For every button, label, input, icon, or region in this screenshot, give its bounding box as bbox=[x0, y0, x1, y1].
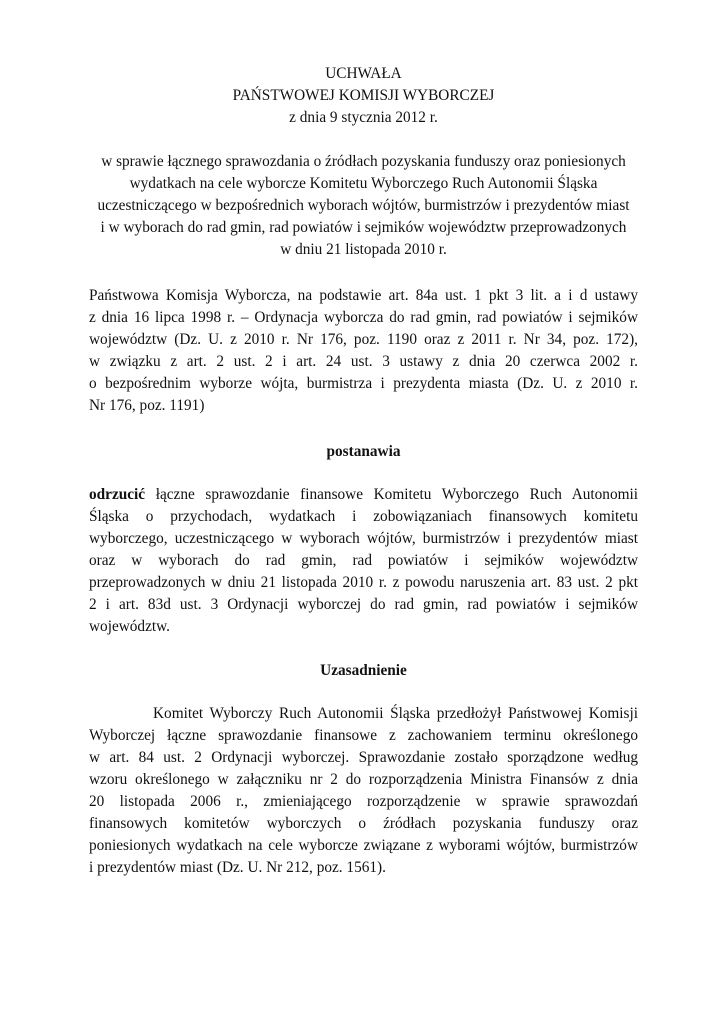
justification-line: Komitet Wyborczy Ruch Autonomii Śląska przedłożył Państwowej Komisji bbox=[153, 705, 638, 722]
document-title: UCHWAŁA bbox=[325, 65, 402, 82]
decision-line: wyborczego, uczestniczącego w wyborach wójtów, burmistrzów i prezydentów miast bbox=[89, 530, 638, 547]
justification-line: i prezydentów miast (Dz. U. Nr 212, poz. 1561). bbox=[89, 859, 386, 876]
subject-line: wydatkach na cele wyborcze Komitetu Wyborczego Ruch Autonomii Śląska bbox=[129, 175, 598, 192]
decision-line: województw. bbox=[89, 618, 170, 635]
subject-line: uczestniczącego w bezpośrednich wyborach wójtów, burmistrzów i prezydentów miast bbox=[97, 197, 630, 214]
justification-heading: Uzasadnienie bbox=[320, 662, 407, 679]
legal-basis-line: o bezpośrednim wyborze wójta, burmistrza i prezydenta miasta (Dz. U. z 2010 r. bbox=[89, 375, 638, 392]
justification-line: finansowych komitetów wyborczych o źródłach pozyskania funduszy oraz bbox=[89, 815, 638, 832]
issuer-name: PAŃSTWOWEJ KOMISJI WYBORCZEJ bbox=[232, 87, 495, 104]
justification-line: 20 listopada 2006 r., zmieniającego rozporządzenie w sprawie sprawozdań bbox=[89, 793, 638, 810]
legal-basis-line: Państwowa Komisja Wyborcza, na podstawie art. 84a ust. 1 pkt 3 lit. a i d ustawy bbox=[89, 287, 638, 304]
resolution-subject bbox=[89, 151, 638, 261]
justification-line: wzoru określonego w załączniku nr 2 do rozporządzenia Ministra Finansów z dnia bbox=[89, 771, 638, 788]
decision-line: 2 i art. 83d ust. 3 Ordynacji wyborczej do rad gmin, rad powiatów i sejmików bbox=[89, 596, 638, 613]
legal-basis-line: Nr 176, poz. 1191) bbox=[89, 397, 205, 414]
decision-first-line-text: łączne sprawozdanie finansowe Komitetu Wyborczego Ruch Autonomii bbox=[155, 486, 638, 503]
decision-first-line bbox=[89, 484, 638, 506]
resolution-date: z dnia 9 stycznia 2012 r. bbox=[289, 109, 438, 126]
decision-paragraph bbox=[89, 484, 638, 638]
legal-basis-line: z dnia 16 lipca 1998 r. – Ordynacja wyborcza do rad gmin, rad powiatów i sejmików bbox=[89, 309, 638, 326]
justification-paragraph bbox=[89, 703, 638, 879]
decision-line: oraz w wyborach do rad gmin, rad powiatów i sejmików województw bbox=[89, 552, 638, 569]
decision-verb: odrzucić bbox=[89, 486, 146, 503]
decision-line: Śląska o przychodach, wydatkach i zobowiązaniach finansowych komitetu bbox=[89, 508, 638, 525]
legal-basis-paragraph bbox=[89, 285, 638, 417]
decision-line: przeprowadzonych w dniu 21 listopada 2010 r. z powodu naruszenia art. 83 ust. 2 pkt bbox=[89, 574, 638, 591]
subject-line: w sprawie łącznego sprawozdania o źródłach pozyskania funduszy oraz poniesionych bbox=[101, 153, 626, 170]
justification-line: Wyborczej łączne sprawozdanie finansowe z zachowaniem terminu określonego bbox=[89, 727, 638, 744]
resolution-header bbox=[89, 63, 638, 129]
justification-line: w art. 84 ust. 2 Ordynacji wyborczej. Sprawozdanie zostało sporządzone według bbox=[89, 749, 638, 766]
legal-basis-line: w związku z art. 2 ust. 2 i art. 24 ust. 3 ustawy z dnia 20 czerwca 2002 r. bbox=[89, 353, 638, 370]
legal-basis-line: województw (Dz. U. z 2010 r. Nr 176, poz. 1190 oraz z 2011 r. Nr 34, poz. 172), bbox=[89, 331, 638, 348]
subject-line: w dniu 21 listopada 2010 r. bbox=[280, 241, 447, 258]
decision-heading: postanawia bbox=[326, 443, 401, 460]
justification-line: poniesionych wydatkach na cele wyborcze związane z wyborami wójtów, burmistrzów bbox=[89, 837, 638, 854]
subject-line: i w wyborach do rad gmin, rad powiatów i sejmików województw przeprowadzonych bbox=[100, 219, 627, 236]
